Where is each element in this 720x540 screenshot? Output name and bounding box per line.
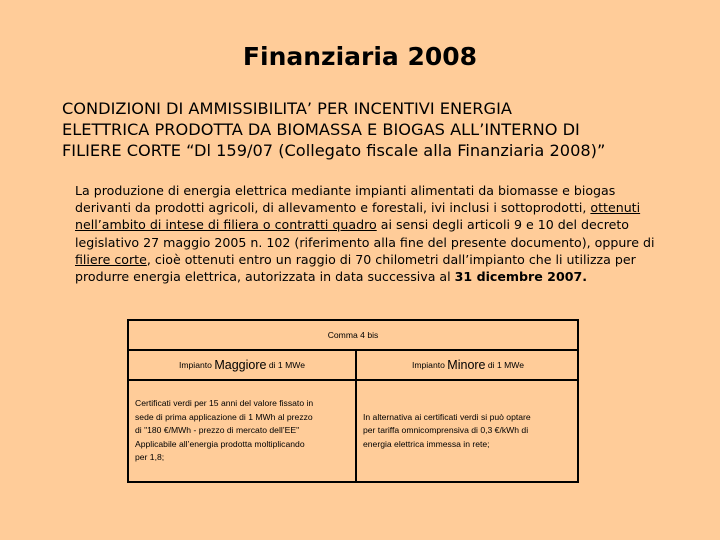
- slide-subtitle: [62, 98, 692, 161]
- body-text: , cioè ottenuti entro un raggio di 70 chilometri dall’impianto che li utilizza per: [146, 251, 636, 267]
- header-emphasis: Minore: [447, 358, 486, 372]
- header-text: Impianto: [178, 360, 212, 370]
- cell-line: di "180 €/MWh - prezzo di mercato dell’EE": [135, 425, 300, 436]
- bold-date: 31 dicembre 2007.: [454, 269, 588, 285]
- cell-line: Applicabile all’energia prodotta moltiplicando: [135, 438, 305, 449]
- underlined-text: filiere corte: [75, 251, 147, 267]
- column-header-maggiore: [129, 351, 355, 379]
- header-emphasis: Maggiore: [214, 358, 267, 372]
- cell-line: energia elettrica immessa in rete;: [363, 438, 490, 449]
- body-paragraph: [75, 182, 685, 285]
- table-cell-maggiore: [135, 381, 351, 481]
- underlined-text: nell’ambito di intese di filiera o contratti quadro: [75, 217, 377, 233]
- cell-line: per 1,8;: [135, 452, 165, 463]
- body-text: ai sensi degli articoli 9 e 10 del decreto: [376, 217, 630, 233]
- column-header-minore: [357, 351, 579, 379]
- underlined-text: ottenuti: [590, 200, 641, 216]
- header-text: di 1 MWe: [487, 360, 525, 370]
- body-text: produrre energia elettrica, autorizzata in data successiva al: [75, 269, 455, 285]
- table-header: Comma 4 bis: [129, 321, 577, 351]
- header-text: di 1 MWe: [268, 360, 305, 370]
- subtitle-line: CONDIZIONI DI AMMISSIBILITA’ PER INCENTIVI ENERGIA: [62, 99, 512, 118]
- comparison-table: [127, 319, 579, 483]
- body-text: legislativo 27 maggio 2005 n. 102 (riferimento alla fine del presente documento), oppure di: [75, 234, 655, 250]
- body-text: derivanti da prodotti agricoli, di allevamento e forestali, ivi inclusi i sottoprodotti,: [75, 200, 591, 216]
- table-cell-minore: [363, 381, 577, 481]
- slide-title: Finanziaria 2008: [242, 42, 478, 71]
- body-text: La produzione di energia elettrica mediante impianti alimentati da biomasse e biogas: [75, 183, 616, 198]
- cell-line: per tariffa omnicomprensiva di 0,3 €/kWh di: [363, 425, 529, 436]
- cell-line: Certificati verdi per 15 anni del valore fissato in: [135, 398, 314, 409]
- subtitle-line: FILIERE CORTE “Dl 159/07 (Collegato fiscale alla Finanziaria 2008)”: [62, 141, 606, 160]
- subtitle-line: ELETTRICA PRODOTTA DA BIOMASSA E BIOGAS ALL’INTERNO DI: [62, 120, 580, 139]
- cell-line: sede di prima applicazione di 1 MWh al prezzo: [135, 411, 313, 422]
- cell-line: In alternativa ai certificati verdi si può optare: [363, 411, 531, 422]
- header-text: Impianto: [411, 360, 445, 370]
